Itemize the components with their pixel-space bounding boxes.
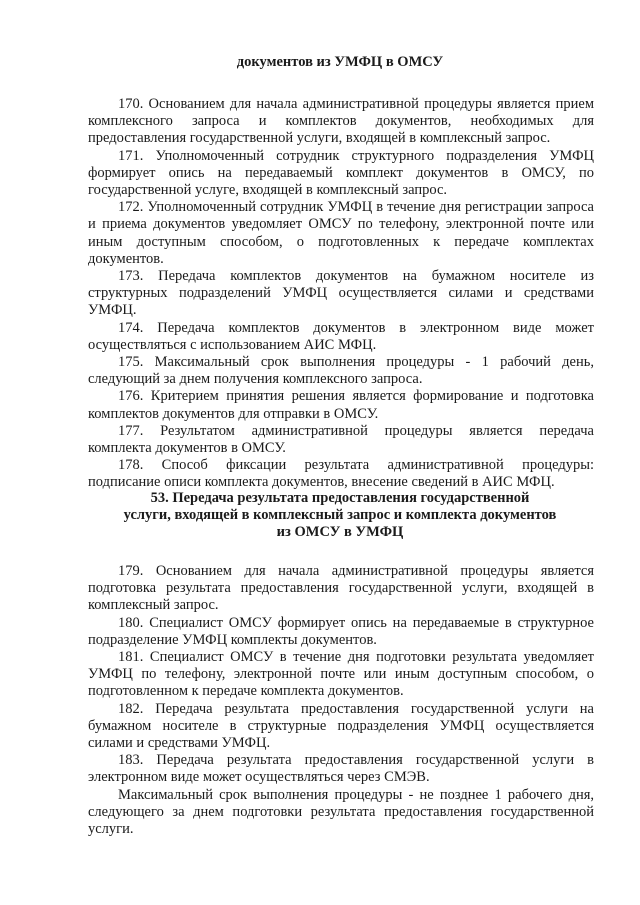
continued-section-heading: документов из УМФЦ в ОМСУ: [236, 54, 444, 70]
paragraph-175: 175. Максимальный срок выполнения процедуры - 1 рабочий день, следующий за днем получения комплексного запроса.: [88, 354, 594, 388]
paragraphs-before: [88, 96, 594, 492]
section-53-heading: [88, 490, 592, 541]
paragraph-173: 173. Передача комплектов документов на бумажном носителе из структурных подразделений УМФЦ осуществляется силами и средствами УМФЦ.: [88, 268, 594, 319]
paragraph-172: 172. Уполномоченный сотрудник УМФЦ в течение дня регистрации запроса и приема документов уведомляет ОМСУ по телефону, электронной почте или иным доступным способом, о подготовленных к передаче комплектах документов.: [88, 199, 594, 267]
paragraph-176: 176. Критерием принятия решения является формирование и подготовка комплектов документов для отправки в ОМСУ.: [88, 388, 594, 422]
paragraph-182: 182. Передача результата предоставления государственной услуги на бумажном носителе в структурные подразделения УМФЦ осуществляется силами и средствами УМФЦ.: [88, 700, 594, 752]
paragraph-177: 177. Результатом административной процедуры является передача комплекта документов в ОМСУ.: [88, 422, 594, 457]
paragraph-180: 180. Специалист ОМСУ формирует опись на передаваемые в структурное подразделение УМФЦ комплекты документов.: [88, 614, 594, 648]
paragraph-171: 171. Уполномоченный сотрудник структурного подразделения УМФЦ формирует опись на передаваемый комплект документов в ОМСУ, по государственной услуге, входящей в комплексный запрос.: [88, 147, 594, 199]
paragraphs-after: [88, 563, 594, 838]
section-heading-line-3: из ОМСУ в УМФЦ: [276, 524, 404, 540]
section-heading-line-1: 53. Передача результата предоставления государственной: [150, 490, 530, 506]
paragraph-181: 181. Специалист ОМСУ в течение дня подготовки результата уведомляет УМФЦ по телефону, электронной почте или иным доступным способом, о подготовленном к передаче комплекта документов.: [88, 649, 594, 700]
paragraph-179: 179. Основанием для начала административной процедуры является подготовка результата предоставления государственной услуги, входящей в комплексный запрос.: [88, 563, 594, 614]
paragraph-178: 178. Способ фиксации результата административной процедуры: подписание описи комплекта документов, внесение сведений в АИС МФЦ.: [88, 457, 594, 491]
paragraph-170: 170. Основанием для начала административной процедуры является прием комплексного запроса и комплектов документов, необходимых для предоставления государственной услуги, входящей в комплексный запрос.: [88, 96, 594, 147]
paragraph-183: 183. Передача результата предоставления государственной услуги в электронном виде может осуществляться через СМЭВ.: [88, 752, 594, 786]
section-heading-line-2: услуги, входящей в комплексный запрос и комплекта документов: [123, 507, 557, 523]
paragraph-max-term: Максимальный срок выполнения процедуры - не позднее 1 рабочего дня, следующего за днем подготовки результата предоставления государственной услуги.: [88, 786, 594, 838]
paragraph-174: 174. Передача комплектов документов в электронном виде может осуществляться с использованием АИС МФЦ.: [88, 319, 594, 353]
